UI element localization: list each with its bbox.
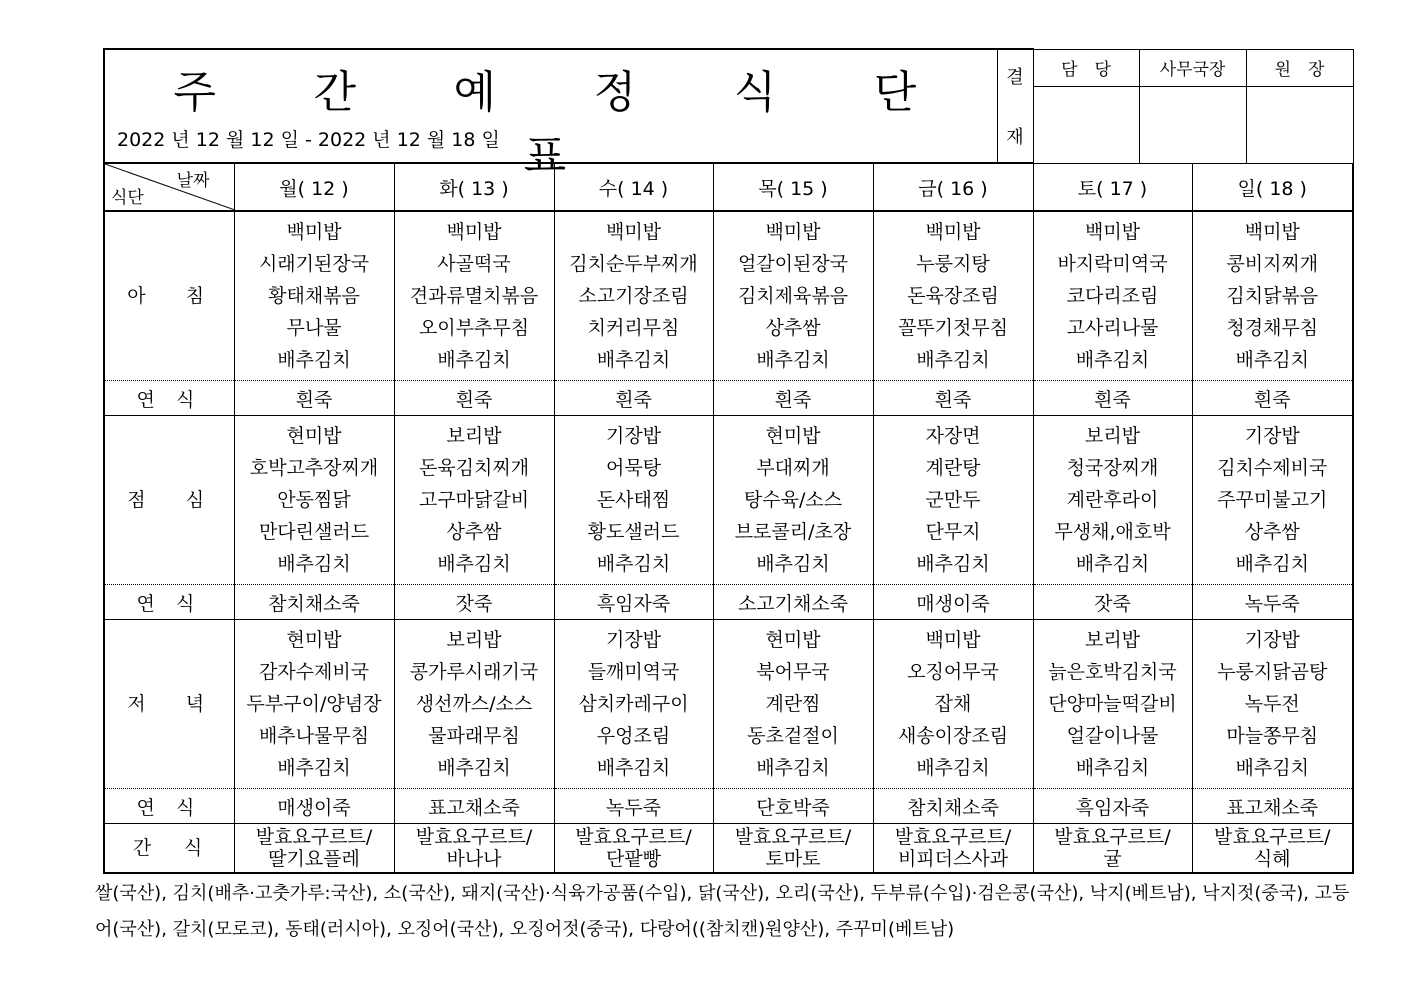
menu-item: 감자수제비국 (258, 661, 370, 683)
day-header-thu: 목( 15 ) (713, 164, 873, 211)
snack-meal-item: 비피더스사과 (897, 848, 1009, 870)
date-range: 2022 년 12 월 12 일 - 2022 년 12 월 18 일 (117, 129, 500, 151)
snack-meal-cell (394, 824, 554, 874)
snack-after-dinner-row (104, 789, 1353, 824)
breakfast-menu-cell (713, 211, 873, 381)
lunch-menu-cell (1033, 416, 1192, 585)
snack-after-breakfast-row (104, 381, 1353, 416)
menu-item: 배추김치 (277, 757, 351, 779)
menu-item: 백미밥 (446, 221, 502, 243)
menu-item: 황태채볶음 (268, 285, 360, 307)
menu-item: 우엉조림 (596, 725, 671, 747)
snack-meal-item: 발효요구르트/ (734, 826, 852, 848)
menu-item: 콩가루시래기국 (409, 661, 539, 683)
menu-item: 늙은호박김치국 (1048, 661, 1177, 683)
menu-item: 녹두전 (1244, 693, 1300, 715)
lunch-menu-cell (234, 416, 394, 585)
approval-role-secretary: 사무국장 (1139, 49, 1246, 86)
snack-after-lunch-item: 녹두죽 (1192, 585, 1353, 620)
snack-after-breakfast-item: 흰죽 (394, 381, 554, 416)
snack-meal-label: 간 식 (132, 837, 216, 859)
snack-after-dinner-item: 참치채소죽 (873, 789, 1033, 824)
snack-meal-item: 발효요구르트/ (1054, 826, 1171, 848)
approval-role-director: 원 장 (1246, 49, 1353, 86)
day-header-sat: 토( 17 ) (1033, 164, 1192, 211)
snack-meal-cell (554, 824, 713, 874)
snack-after-lunch-item: 잣죽 (1033, 585, 1192, 620)
menu-table (103, 164, 1354, 874)
menu-item: 삼치카레구이 (578, 693, 689, 715)
menu-item: 김치닭볶음 (1226, 285, 1319, 307)
menu-item: 기장밥 (605, 425, 662, 447)
snack-after-lunch-item: 잣죽 (394, 585, 554, 620)
menu-item: 배추김치 (596, 349, 671, 371)
menu-sheet (103, 48, 1352, 874)
menu-item: 배추김치 (916, 349, 990, 371)
snack-after-breakfast-label: 연 식 (104, 381, 234, 416)
menu-item: 기장밥 (1244, 425, 1300, 447)
menu-item: 돈육장조림 (907, 285, 999, 307)
menu-item: 배추김치 (916, 553, 990, 575)
lunch-row (104, 416, 1353, 585)
snack-after-dinner-item: 표고채소죽 (1192, 789, 1353, 824)
menu-item: 사골떡국 (437, 253, 511, 275)
menu-item: 배추김치 (277, 349, 351, 371)
menu-item: 소고기장조림 (578, 285, 689, 307)
menu-item: 백미밥 (925, 629, 981, 651)
page-title: 주 간 예 정 식 단 표 (173, 67, 959, 182)
snack-after-dinner-label: 연 식 (104, 789, 234, 824)
header-corner (104, 164, 234, 211)
menu-item: 기장밥 (1244, 629, 1300, 651)
menu-item: 배추나물무침 (258, 725, 370, 747)
menu-item: 청경채무침 (1226, 317, 1319, 339)
breakfast-menu-cell (394, 211, 554, 381)
snack-after-dinner-item: 매생이죽 (234, 789, 394, 824)
snack-meal-item: 귤 (1103, 848, 1122, 870)
menu-item: 김치제육볶음 (737, 285, 849, 307)
snack-after-dinner-item: 녹두죽 (554, 789, 713, 824)
menu-item: 백미밥 (1084, 221, 1141, 243)
snack-meal-row (104, 824, 1353, 874)
snack-after-lunch-row (104, 585, 1353, 620)
approval-jae: 재 (1006, 127, 1024, 148)
menu-item: 무생채,애호박 (1054, 521, 1171, 543)
breakfast-menu-cell (1192, 211, 1353, 381)
menu-item: 고구마닭갈비 (418, 489, 530, 511)
snack-after-dinner-item: 흑임자죽 (1033, 789, 1192, 824)
menu-item: 김치수제비국 (1217, 457, 1328, 479)
menu-item: 백미밥 (286, 221, 342, 243)
menu-item: 브로콜리/초장 (734, 521, 852, 543)
snack-after-lunch-item: 매생이죽 (873, 585, 1033, 620)
menu-item: 현미밥 (765, 425, 821, 447)
snack-meal-item: 단팥빵 (605, 848, 662, 870)
snack-meal-item: 토마토 (765, 848, 821, 870)
snack-after-breakfast-item: 흰죽 (1192, 381, 1353, 416)
menu-item: 배추김치 (916, 757, 990, 779)
approval-role-manager: 담 당 (1033, 49, 1139, 86)
menu-item: 배추김치 (756, 553, 830, 575)
snack-meal-item: 발효요구르트/ (255, 826, 373, 848)
snack-after-breakfast-item: 흰죽 (1033, 381, 1192, 416)
menu-item: 김치순두부찌개 (569, 253, 698, 275)
day-header-wed: 수( 14 ) (554, 164, 713, 211)
menu-item: 마늘쫑무침 (1226, 725, 1319, 747)
menu-item: 북어무국 (756, 661, 830, 683)
snack-after-breakfast-item: 흰죽 (713, 381, 873, 416)
snack-meal-item: 발효요구르트/ (575, 826, 692, 848)
menu-item: 배추김치 (1235, 349, 1309, 371)
snack-meal-cell (713, 824, 873, 874)
menu-item: 보리밥 (1084, 629, 1141, 651)
day-header-fri: 금( 16 ) (873, 164, 1033, 211)
menu-item: 얼갈이된장국 (737, 253, 849, 275)
menu-item: 황도샐러드 (587, 521, 680, 543)
snack-meal-item: 발효요구르트/ (415, 826, 533, 848)
day-header-mon: 월( 12 ) (234, 164, 394, 211)
menu-item: 시래기된장국 (258, 253, 370, 275)
menu-item: 오징어무국 (907, 661, 999, 683)
menu-item: 계란후라이 (1066, 489, 1159, 511)
menu-item: 기장밥 (605, 629, 662, 651)
snack-meal-cell (1192, 824, 1353, 874)
menu-item: 백미밥 (1244, 221, 1300, 243)
snack-meal-item: 발효요구르트/ (1213, 826, 1331, 848)
menu-item: 배추김치 (756, 349, 830, 371)
day-header-tue: 화( 13 ) (394, 164, 554, 211)
snack-meal-item: 발효요구르트/ (894, 826, 1012, 848)
menu-item: 무나물 (286, 317, 342, 339)
day-header-sun: 일( 18 ) (1192, 164, 1353, 211)
menu-item: 상추쌈 (1244, 521, 1300, 543)
signature-box-secretary (1139, 86, 1246, 163)
dinner-menu-cell (234, 620, 394, 789)
menu-item: 배추김치 (596, 757, 671, 779)
lunch-menu-cell (873, 416, 1033, 585)
menu-item: 백미밥 (925, 221, 981, 243)
snack-meal-cell (1033, 824, 1192, 874)
snack-after-lunch-item: 소고기채소죽 (713, 585, 873, 620)
menu-item: 물파래무침 (428, 725, 520, 747)
breakfast-menu-cell (234, 211, 394, 381)
menu-item: 배추김치 (1235, 757, 1309, 779)
menu-item: 잡채 (934, 693, 972, 715)
menu-item: 만다린샐러드 (258, 521, 370, 543)
menu-item: 얼갈이나물 (1066, 725, 1159, 747)
menu-item: 현미밥 (286, 629, 342, 651)
menu-item: 부대찌개 (756, 457, 830, 479)
menu-item: 두부구이/양념장 (246, 693, 382, 715)
signature-box-manager (1033, 86, 1139, 163)
signature-box-director (1246, 86, 1353, 163)
menu-item: 돈육김치찌개 (418, 457, 530, 479)
dinner-menu-cell (554, 620, 713, 789)
breakfast-row (104, 211, 1353, 381)
lunch-menu-cell (394, 416, 554, 585)
menu-item: 탕수육/소스 (743, 489, 843, 511)
snack-after-lunch-item: 흑임자죽 (554, 585, 713, 620)
breakfast-menu-cell (873, 211, 1033, 381)
approval-label-cell (997, 49, 1033, 163)
approval-gyeol: 결 (1006, 67, 1024, 88)
lunch-menu-cell (1192, 416, 1353, 585)
menu-item: 백미밥 (605, 221, 662, 243)
menu-item: 배추김치 (437, 757, 511, 779)
snack-after-breakfast-item: 흰죽 (873, 381, 1033, 416)
dinner-menu-cell (394, 620, 554, 789)
menu-item: 배추김치 (756, 757, 830, 779)
menu-item: 코다리조림 (1066, 285, 1159, 307)
menu-item: 현미밥 (286, 425, 342, 447)
menu-item: 호박고추장찌개 (249, 457, 379, 479)
menu-item: 안동찜닭 (277, 489, 351, 511)
snack-meal-item: 바나나 (446, 848, 502, 870)
menu-item: 단양마늘떡갈비 (1048, 693, 1177, 715)
origin-notes: 쌀(국산), 김치(배추·고춧가루:국산), 소(국산), 돼지(국산)·식육가공품(수입), 닭(국산), 오리(국산), 두부류(수입)·검은콩(국산), 낙지(베트남), 낙지젓(중국), 고등어(국산), 갈치(모로코), 동태(러시아), 오징어(국산), 오징어젓(중국), 다랑어((참치캔)원양산), 주꾸미(베트남) (95, 883, 1350, 940)
menu-item: 배추김치 (1235, 553, 1309, 575)
breakfast-label: 아 침 (104, 211, 234, 381)
menu-item: 고사리나물 (1066, 317, 1159, 339)
menu-item: 상추쌈 (446, 521, 502, 543)
menu-item: 누룽지탕 (916, 253, 990, 275)
snack-after-dinner-item: 표고채소죽 (394, 789, 554, 824)
menu-item: 주꾸미불고기 (1217, 489, 1328, 511)
snack-meal-item: 딸기요플레 (268, 848, 360, 870)
menu-item: 계란찜 (765, 693, 821, 715)
menu-item: 보리밥 (1084, 425, 1141, 447)
menu-item: 단무지 (925, 521, 981, 543)
menu-item: 누룽지닭곰탕 (1217, 661, 1328, 683)
lunch-label: 점 심 (104, 416, 234, 585)
menu-item: 배추김치 (1075, 349, 1150, 371)
menu-item: 배추김치 (277, 553, 351, 575)
menu-item: 현미밥 (765, 629, 821, 651)
menu-item: 오이부추무침 (418, 317, 530, 339)
breakfast-menu-cell (1033, 211, 1192, 381)
snack-meal-cell (873, 824, 1033, 874)
menu-item: 배추김치 (437, 553, 511, 575)
breakfast-menu-cell (554, 211, 713, 381)
menu-item: 보리밥 (446, 629, 502, 651)
menu-item: 바지락미역국 (1057, 253, 1168, 275)
menu-item: 자장면 (925, 425, 981, 447)
menu-item: 돈사태찜 (596, 489, 671, 511)
menu-item: 청국장찌개 (1066, 457, 1159, 479)
menu-item: 꼴뚜기젓무침 (897, 317, 1009, 339)
lunch-menu-cell (713, 416, 873, 585)
snack-meal-item: 식혜 (1253, 848, 1291, 870)
snack-after-breakfast-item: 흰죽 (554, 381, 713, 416)
menu-item: 배추김치 (596, 553, 671, 575)
dinner-menu-cell (873, 620, 1033, 789)
menu-item: 보리밥 (446, 425, 502, 447)
menu-item: 군만두 (925, 489, 981, 511)
snack-after-lunch-label: 연 식 (104, 585, 234, 620)
menu-item: 상추쌈 (765, 317, 821, 339)
menu-item: 배추김치 (1075, 553, 1150, 575)
menu-item: 어묵탕 (605, 457, 662, 479)
corner-meal-label: 식단 (111, 188, 144, 208)
snack-after-breakfast-item: 흰죽 (234, 381, 394, 416)
menu-item: 들깨미역국 (587, 661, 680, 683)
menu-item: 콩비지찌개 (1226, 253, 1319, 275)
snack-after-dinner-item: 단호박죽 (713, 789, 873, 824)
menu-item: 배추김치 (1075, 757, 1150, 779)
menu-item: 동초겉절이 (747, 725, 839, 747)
dinner-row (104, 620, 1353, 789)
lunch-menu-cell (554, 416, 713, 585)
dinner-menu-cell (1192, 620, 1353, 789)
menu-item: 치커리무침 (587, 317, 680, 339)
dinner-label: 저 녁 (104, 620, 234, 789)
dinner-menu-cell (713, 620, 873, 789)
snack-meal-cell (234, 824, 394, 874)
corner-date-label: 날짜 (176, 171, 210, 191)
menu-item: 배추김치 (437, 349, 511, 371)
menu-item: 새송이장조림 (897, 725, 1009, 747)
dinner-menu-cell (1033, 620, 1192, 789)
menu-item: 백미밥 (765, 221, 821, 243)
menu-item: 견과류멸치볶음 (409, 285, 539, 307)
menu-item: 계란탕 (925, 457, 981, 479)
snack-after-lunch-item: 참치채소죽 (234, 585, 394, 620)
menu-item: 생선까스/소스 (415, 693, 533, 715)
